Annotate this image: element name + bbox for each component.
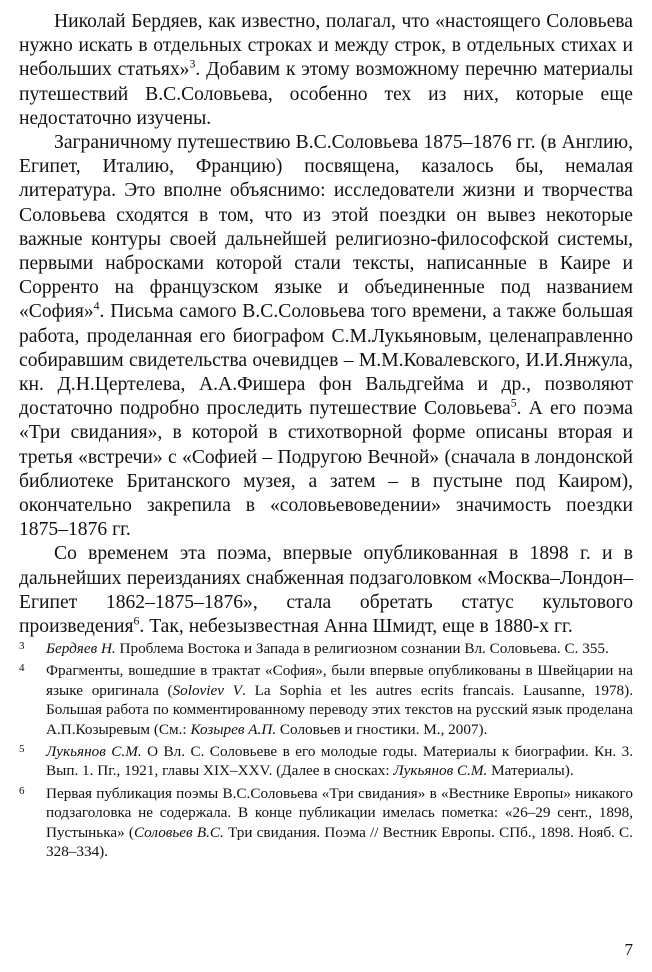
footnote-ref-5: 5	[510, 396, 517, 410]
footnote-segment: Материалы).	[487, 762, 574, 780]
footnote-number: 4	[19, 662, 25, 675]
paragraph-2-text-a: Заграничному путешествию В.С.Соловьева 1875–1876 гг. (в Англию, Египет, Италию, Францию) посвящена, казалось бы, немалая литература. Это вполне объяснимо: исследователи жизни и творчества Соловьева сходятся в том, что из этой поездки он вывез некоторые важные контуры своей дальнейшей религиозно-философской системы, первыми набросками которой стали тексты, написанные в Каире и Сорренто на французском языке и объединенные под названием «София»	[19, 132, 633, 323]
paragraph-3-text-a: Со временем эта поэма, впервые опубликованная в 1898 г. и в дальнейших переизданиях снабженная подзаголовком «Москва–Лондон–Египет 1862–1875–1876», стала обретать статус культового произведения	[19, 543, 633, 638]
footnote-ref-4: 4	[93, 299, 100, 313]
footnote-segment: Проблема Востока и Запада в религиозном сознании Вл. Соловьева. С. 355.	[115, 640, 609, 657]
paragraph-1-text-a: Николай Бердяев, как известно, полагал, что «настоящего Соловьева нужно искать в отдельных строках и между строк, в отдельных стихах и небольших статьях»	[19, 11, 633, 81]
footnote-ref-6: 6	[133, 614, 140, 628]
footnote-segment: Три свидания. Поэма // Вестник Европы. СПб., 1898. Нояб. С. 328–334).	[46, 823, 633, 861]
footnote-author: Бердяев Н.	[46, 640, 116, 657]
footnote-segment: Фрагменты, вошедшие в трактат «София», были впервые опубликованы в Швейцарии на языке оригинала (	[46, 662, 633, 699]
footnote-number: 5	[19, 743, 25, 756]
footnote-4	[19, 661, 633, 739]
footnote-author: Лукьянов С.М.	[393, 762, 488, 780]
footnote-3	[19, 639, 633, 658]
footnotes	[19, 639, 633, 864]
footnote-6	[19, 784, 633, 862]
footnote-text	[46, 784, 633, 862]
paragraph-2-text-b: . Письма самого В.С.Соловьева того времени, а также большая работа, проделанная его биографом С.М.Лукьяновым, целенаправленно собиравшим свидетельства очевидцев – М.М.Ковалевского, И.И.Янжула, кн. Д.Н.Цертелева, А.А.Фишера фон Вальдгейма и др., позволяют достаточно подробно проследить путешествие Соловьева	[19, 301, 633, 420]
footnote-number: 3	[19, 640, 25, 652]
footnote-author: Soloviev V	[172, 681, 243, 699]
main-text	[19, 10, 633, 639]
footnote-number: 6	[19, 784, 25, 797]
footnote-5	[19, 742, 633, 781]
paragraph-1	[19, 10, 633, 131]
footnote-author: Козырев А.П.	[190, 720, 277, 738]
page-number: 7	[624, 940, 633, 959]
paragraph-2-text-c: . А его поэма «Три свидания», в которой в стихотворной форме описаны вторая и третья «встречи» с «Софией – Подругою Вечной» (сначала в лондонской библиотеке Британского музея, а затем – в пустыне под Каиром), окончательно закрепила в «соловьевоведении» значимость поездки 1875–1876 гг.	[19, 398, 633, 541]
footnote-ref-3: 3	[189, 57, 196, 71]
paragraph-1-text-b: . Добавим к этому возможному перечню материалы путешествий В.С.Соловьева, особенно тех из них, которые еще недостаточно изучены.	[19, 59, 634, 129]
footnote-segment: . La Sophia et les autres ecrits francais. Lausanne, 1978). Большая работа по комментированному переводу этих текстов на русский язык проделана А.П.Козыревым (См.:	[46, 681, 633, 738]
footnote-segment: О Вл. С. Соловьеве в его молодые годы. Материалы к биографии. Кн. 3. Вып. 1. Пг., 1921, главы XIX–XXV. (Далее в сносках:	[46, 743, 633, 780]
paragraph-3-text-b: . Так, небезызвестная Анна Шмидт, еще в 1880-х гг.	[139, 616, 573, 638]
paragraph-3	[19, 542, 633, 639]
footnote-text	[46, 742, 633, 781]
footnote-author: Лукьянов С.М.	[46, 743, 142, 761]
footnote-author: Соловьев В.С.	[133, 823, 224, 841]
paragraph-2	[19, 131, 633, 542]
footnote-text	[46, 639, 633, 658]
footnote-segment: Соловьев и гностики. М., 2007).	[276, 720, 488, 738]
footnote-text	[46, 661, 633, 739]
footnote-segment: Первая публикация поэмы В.С.Соловьева «Три свидания» в «Вестнике Европы» никакого подзаголовка не содержала. В конце публикации имелась пометка: «26–29 сент., 1898, Пустынька» (	[46, 784, 633, 841]
